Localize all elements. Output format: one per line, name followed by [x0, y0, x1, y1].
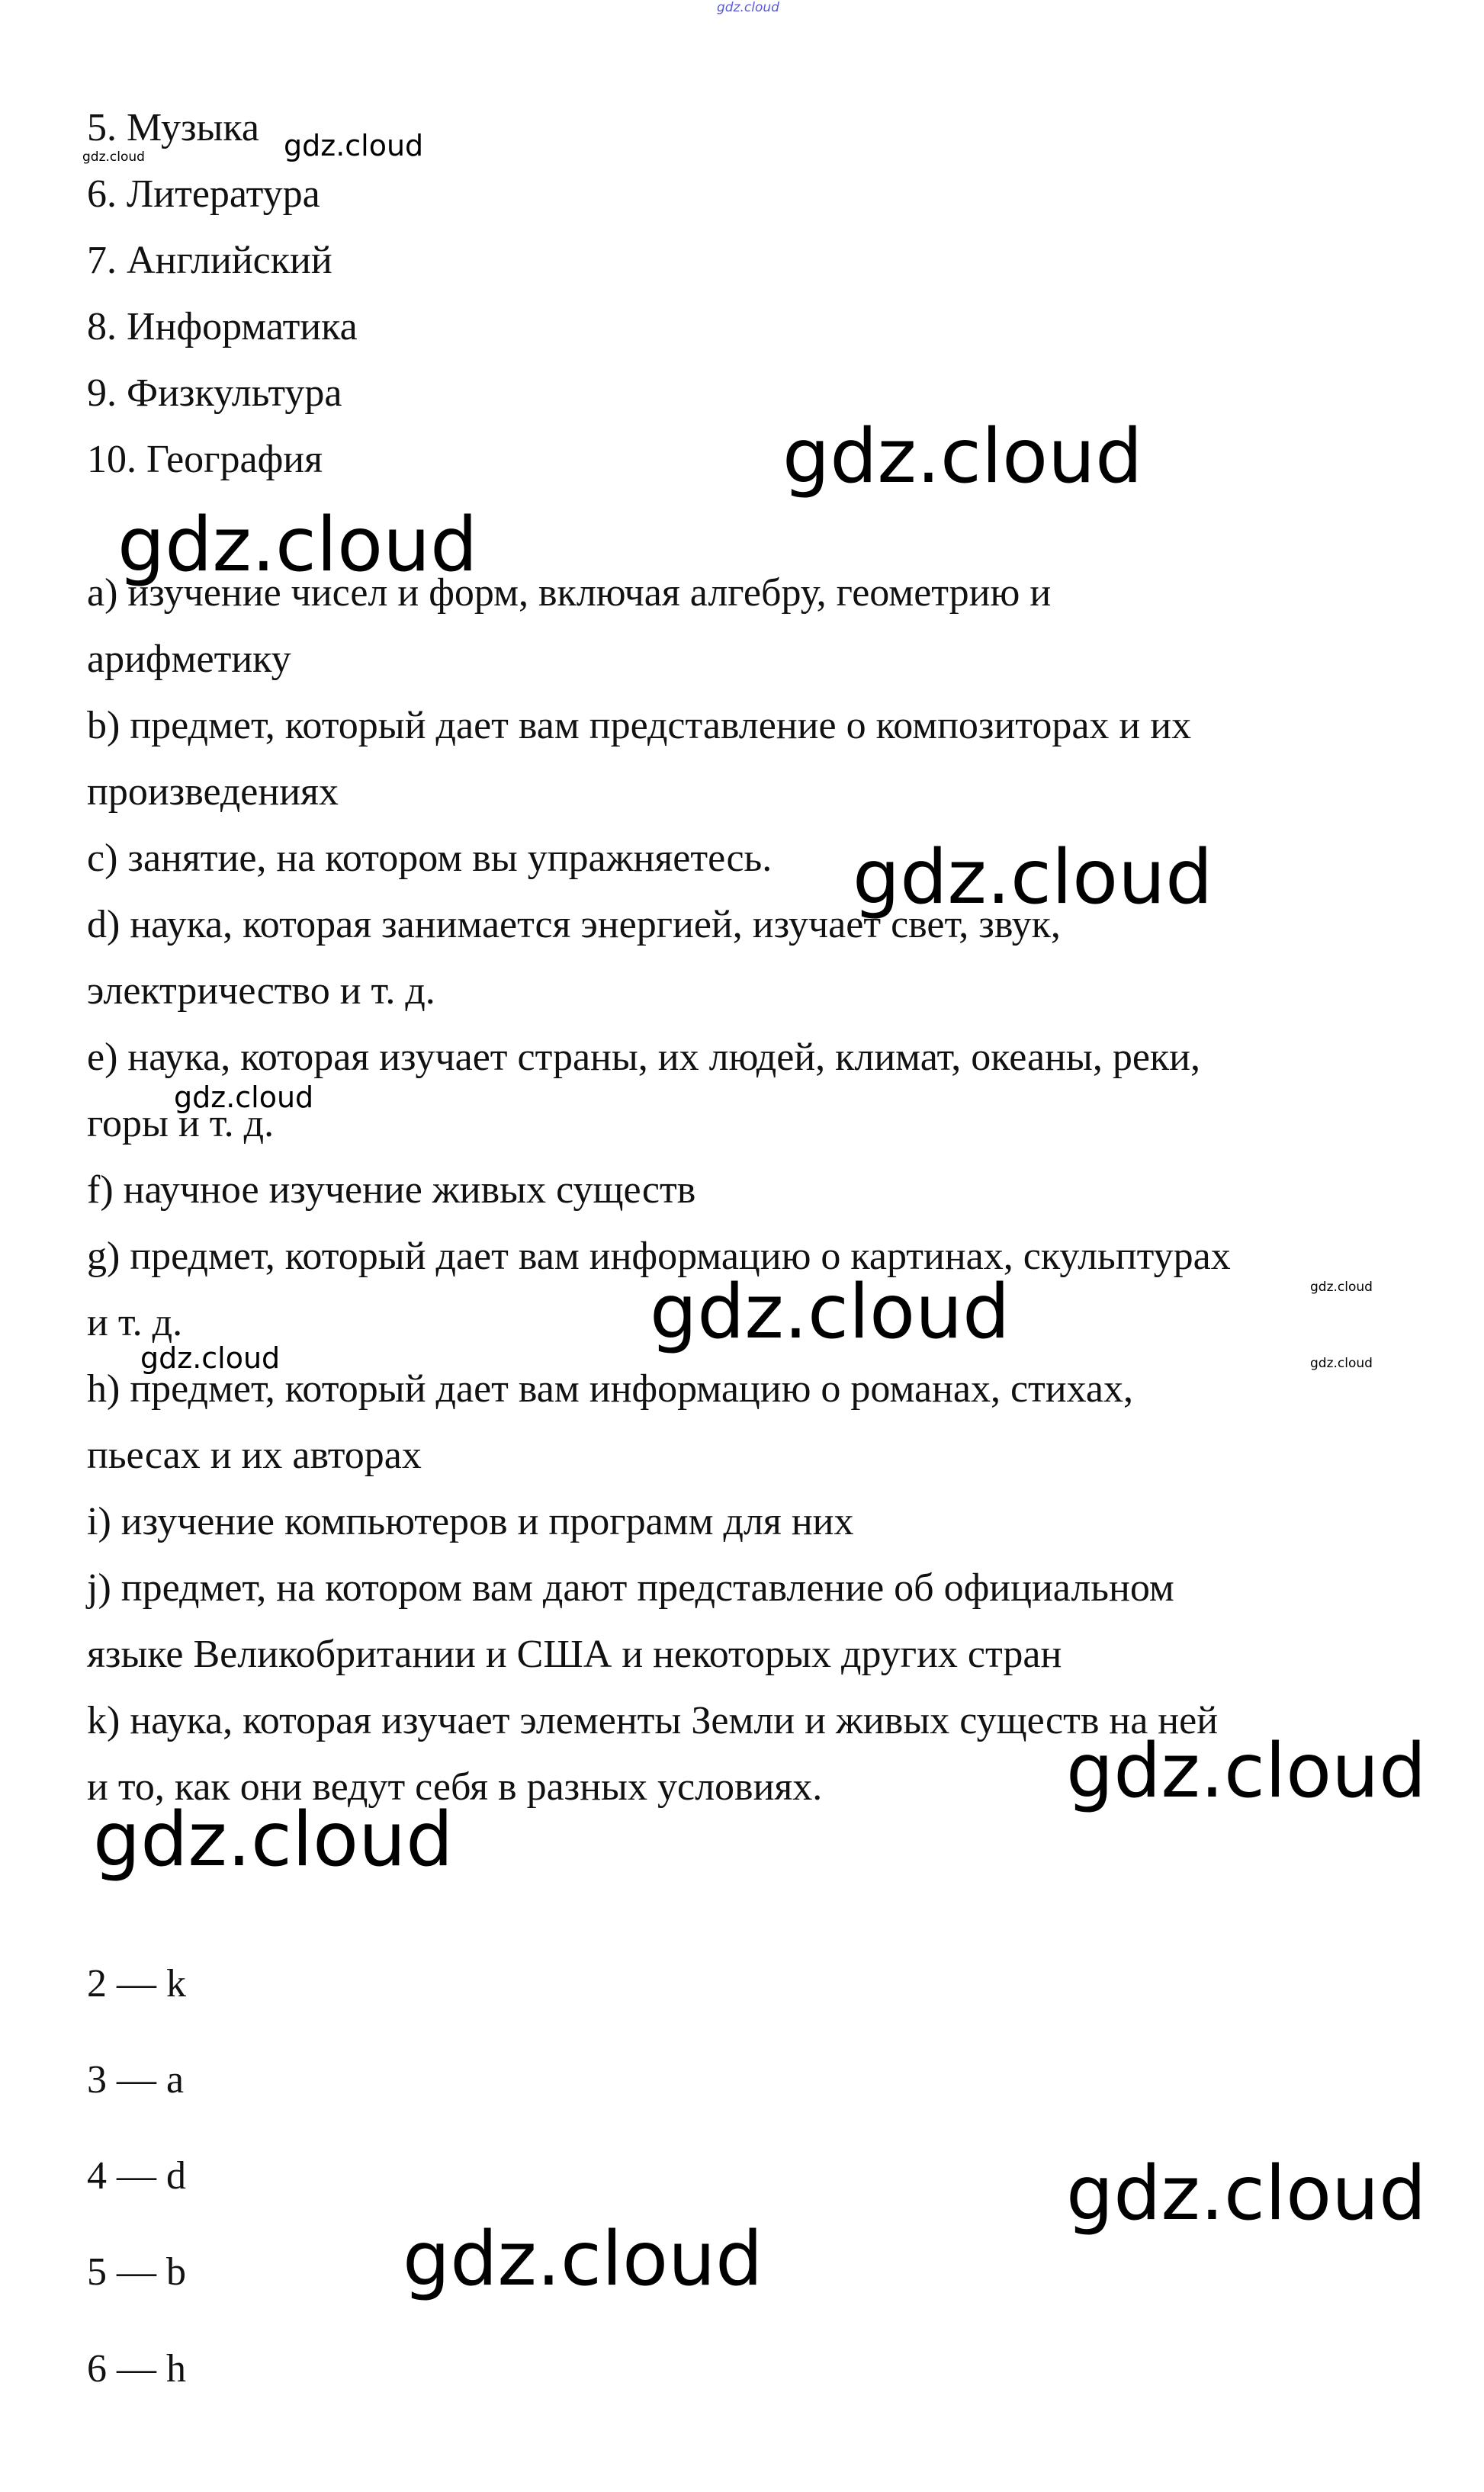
definition-line: b) предмет, который дает вам представление о композиторах и их	[87, 704, 1192, 747]
definition-line: f) научное изучение живых существ	[87, 1168, 696, 1212]
definition-line: a) изучение чисел и форм, включая алгебру, геометрию и	[87, 571, 1052, 615]
watermark: gdz.cloud	[1310, 1356, 1373, 1371]
watermark: gdz.cloud	[1066, 2150, 1427, 2237]
definition-line: произведениях	[87, 770, 339, 814]
answer-item: 6 — h	[87, 2347, 186, 2391]
answer-item: 5 — b	[87, 2250, 186, 2294]
definition-line: i) изучение компьютеров и программ для них	[87, 1500, 854, 1543]
definition-line: арифметику	[87, 637, 291, 681]
watermark: gdz.cloud	[140, 1341, 281, 1375]
subject-item: 9. Физкультура	[87, 371, 342, 415]
watermark-top: gdz.cloud	[717, 0, 779, 15]
watermark: gdz.cloud	[1066, 1728, 1427, 1815]
subject-item: 10. География	[87, 438, 323, 481]
definition-line: горы и т. д.	[87, 1102, 275, 1145]
watermark: gdz.cloud	[174, 1081, 314, 1114]
watermark: gdz.cloud	[853, 834, 1213, 921]
definition-line: j) предмет, на котором вам дают представление об официальном	[87, 1566, 1174, 1610]
watermark: gdz.cloud	[117, 502, 478, 589]
definition-line: h) предмет, который дает вам информацию о романах, стихах,	[87, 1367, 1134, 1411]
definition-line: k) наука, которая изучает элементы Земли и живых существ на ней	[87, 1699, 1219, 1742]
watermark: gdz.cloud	[782, 413, 1143, 500]
watermark: gdz.cloud	[650, 1269, 1010, 1356]
subject-item: 6. Литература	[87, 172, 320, 216]
answer-item: 4 — d	[87, 2154, 186, 2198]
watermark: gdz.cloud	[82, 149, 145, 165]
watermark: gdz.cloud	[1310, 1280, 1373, 1295]
definition-line: электричество и т. д.	[87, 969, 435, 1013]
definition-line: g) предмет, который дает вам информацию о картинах, скульптурах	[87, 1235, 1231, 1278]
watermark: gdz.cloud	[93, 1797, 454, 1883]
definition-line: и то, как они ведут себя в разных условиях.	[87, 1765, 823, 1809]
definition-line: пьесах и их авторах	[87, 1434, 422, 1477]
definition-line: c) занятие, на котором вы упражняетесь.	[87, 837, 773, 880]
definition-line: e) наука, которая изучает страны, их людей, климат, океаны, реки,	[87, 1036, 1200, 1079]
watermark: gdz.cloud	[284, 129, 424, 162]
subject-item: 8. Информатика	[87, 305, 358, 348]
definition-line: и т. д.	[87, 1301, 183, 1344]
watermark: gdz.cloud	[403, 2216, 763, 2303]
definition-line: языке Великобритании и США и некоторых других стран	[87, 1633, 1062, 1676]
definition-line: d) наука, которая занимается энергией, изучает свет, звук,	[87, 903, 1061, 946]
subject-item: 7. Английский	[87, 239, 332, 282]
subject-item: 5. Музыка	[87, 106, 259, 149]
answer-item: 2 — k	[87, 1962, 186, 2005]
answer-item: 3 — a	[87, 2058, 185, 2102]
